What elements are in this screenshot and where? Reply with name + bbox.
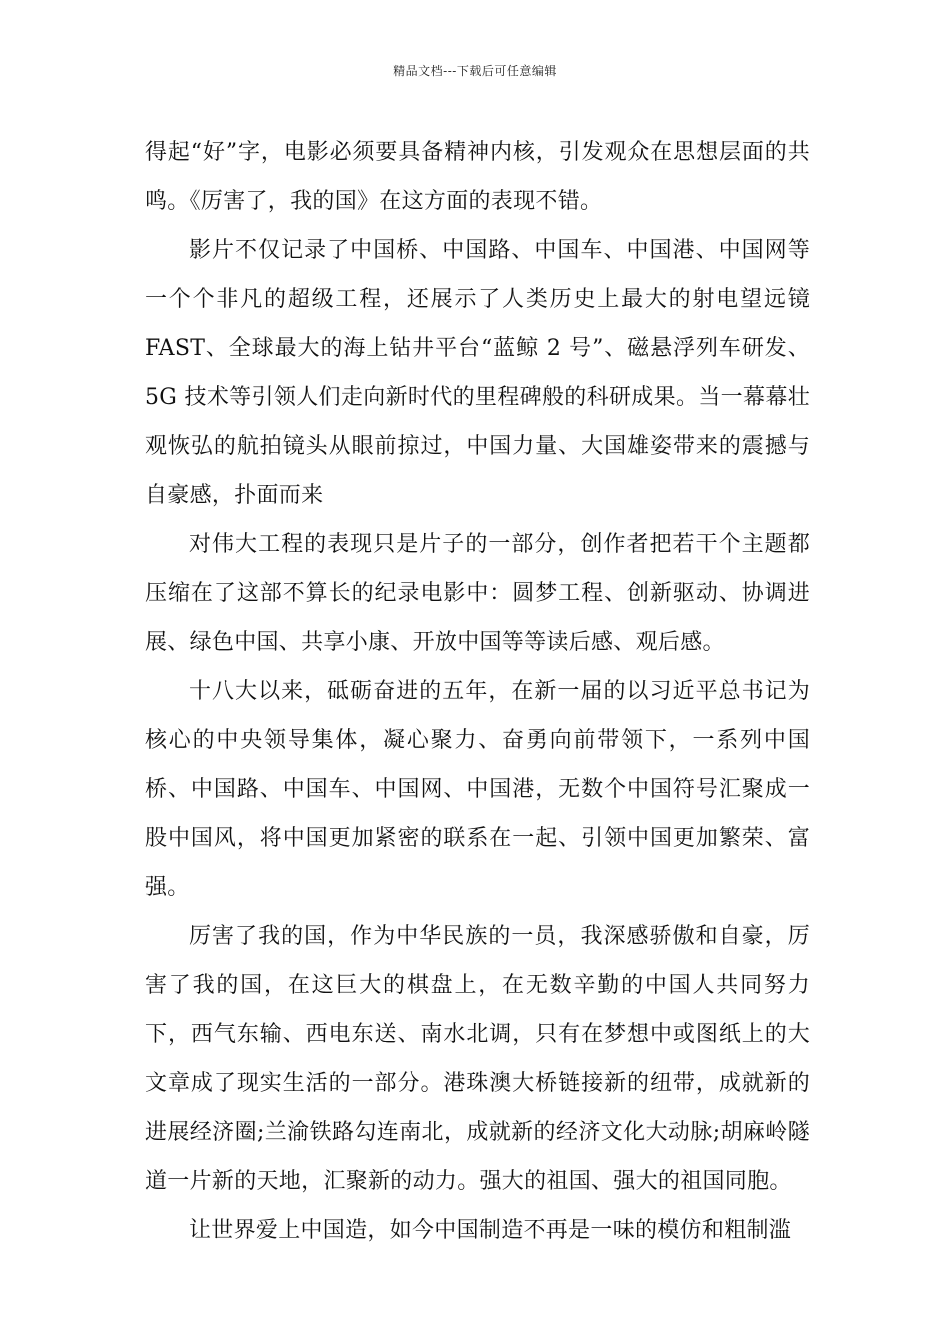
paragraph: 对伟大工程的表现只是片子的一部分，创作者把若干个主题都压缩在了这部不算长的纪录电影中：圆梦工程、创新驱动、协调进展、绿色中国、共享小康、开放中国等等读后感、观后感。 bbox=[145, 532, 810, 655]
page-header: 精品文档---下载后可任意编辑 bbox=[393, 64, 557, 78]
paragraph: 让世界爱上中国造，如今中国制造不再是一味的模仿和粗制滥 bbox=[189, 1218, 792, 1243]
paragraph: 影片不仅记录了中国桥、中国路、中国车、中国港、中国网等一个个非凡的超级工程，还展示了人类历史上最大的射电望远镜FAST、全球最大的海上钻井平台“蓝鲸 2 号”、磁悬浮列车研发、5G 技术等引领人们走向新时代的里程碑般的科研成果。当一幕幕壮观恢弘的航拍镜头从眼前掠过，中国力量、大国雄姿带来的震撼与自豪感，扑面而来 bbox=[145, 238, 810, 508]
document-body bbox=[145, 128, 810, 1255]
paragraph: 厉害了我的国，作为中华民族的一员，我深感骄傲和自豪，厉害了我的国，在这巨大的棋盘上，在无数辛勤的中国人共同努力下，西气东输、西电东送、南水北调，只有在梦想中或图纸上的大文章成了现实生活的一部分。港珠澳大桥链接新的纽带，成就新的进展经济圈;兰渝铁路勾连南北，成就新的经济文化大动脉;胡麻岭隧道一片新的天地，汇聚新的动力。强大的祖国、强大的祖国同胞。 bbox=[145, 924, 810, 1194]
paragraph-continuation: 得起“好”字，电影必须要具备精神内核，引发观众在思想层面的共鸣。《厉害了，我的国》在这方面的表现不错。 bbox=[145, 140, 810, 214]
paragraph: 十八大以来，砥砺奋进的五年，在新一届的以习近平总书记为核心的中央领导集体，凝心聚力、奋勇向前带领下，一系列中国桥、中国路、中国车、中国网、中国港，无数个中国符号汇聚成一股中国风，将中国更加紧密的联系在一起、引领中国更加繁荣、富强。 bbox=[145, 679, 810, 900]
